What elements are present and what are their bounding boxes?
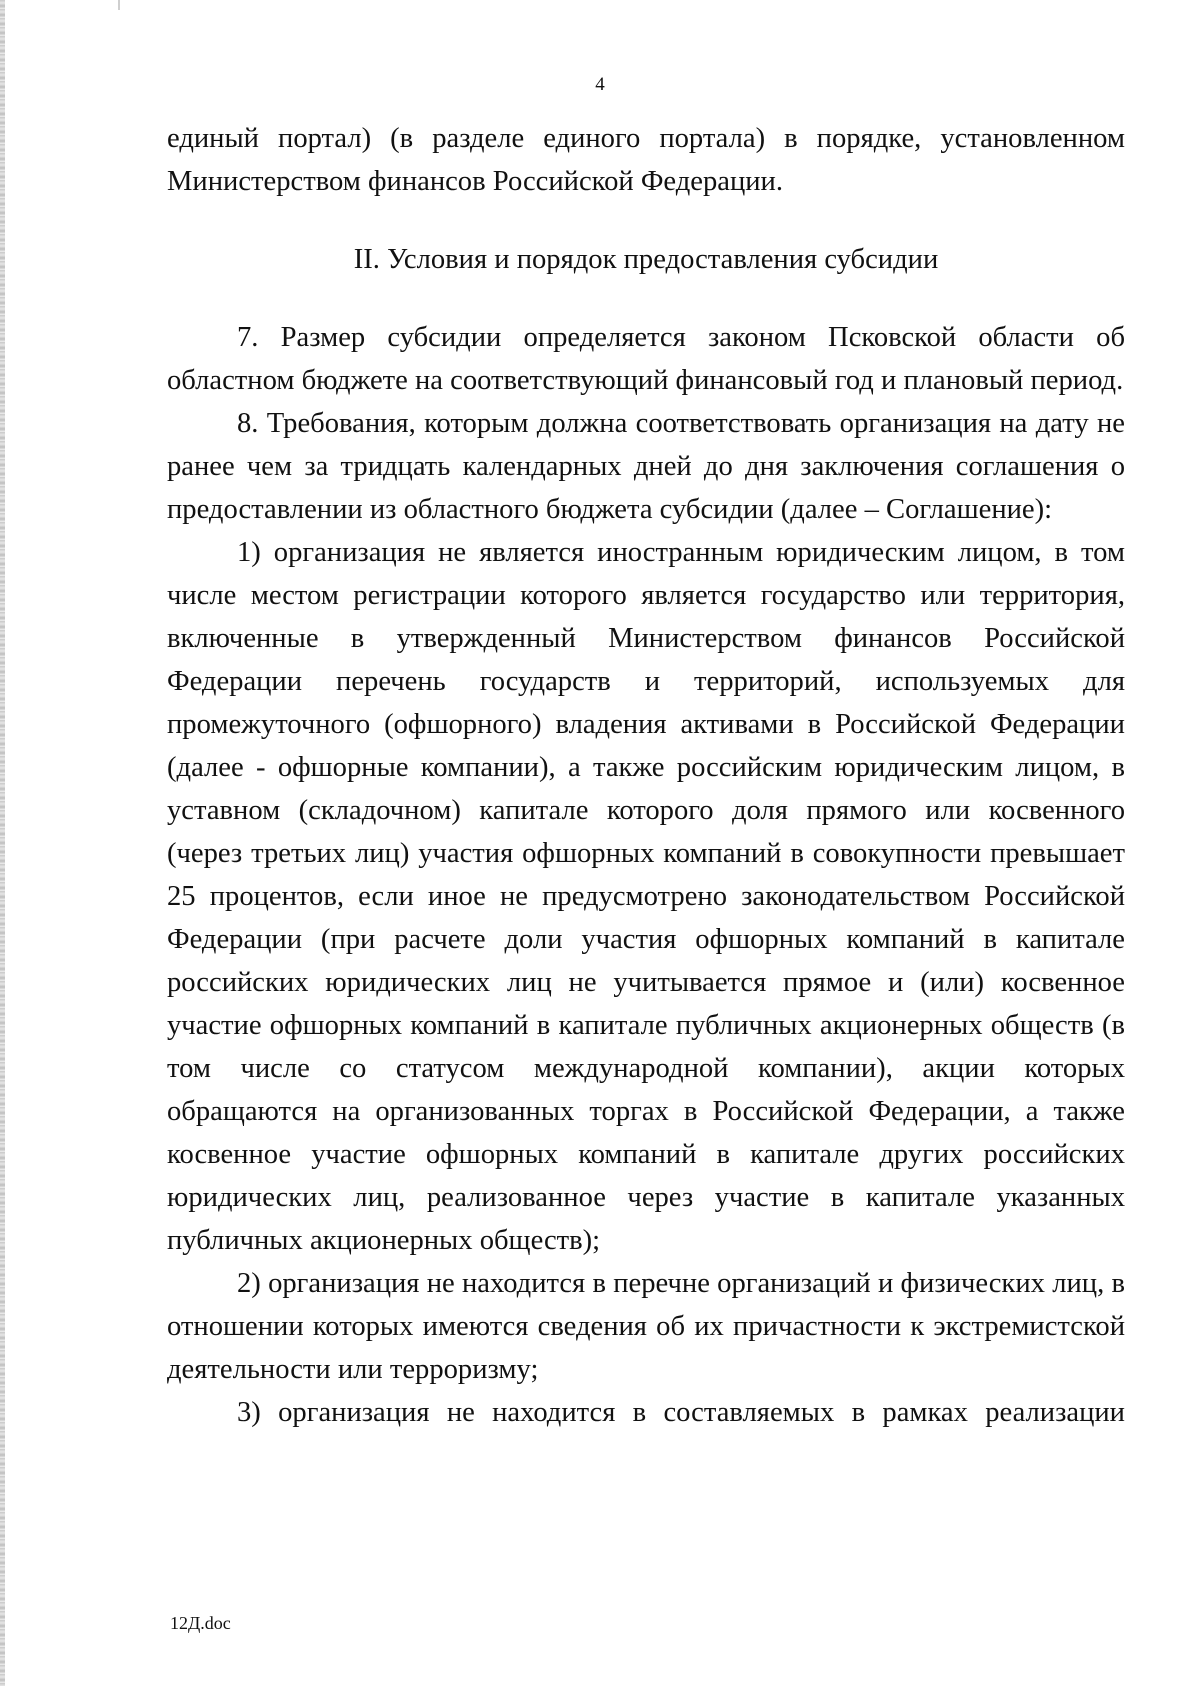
page-number: 4	[595, 74, 605, 95]
paragraph-continuation: единый портал) (в разделе единого портала) в порядке, установленном Министерством финансов Российской Федерации.	[167, 123, 1125, 197]
paragraph-8-item-1: 1) организация не является иностранным юридическим лицом, в том числе местом регистрации которого является государство или территория, включенные в утвержденный Министерством финансов Российской Федерации перечень государств и территорий, используемых для промежуточного (офшорного) владения активами в Российской Федерации (далее - офшорные компании), а также российским юридическим лицом, в уставном (складочном) капитале которого доля прямого или косвенного (через третьих лиц) участия офшорных компаний в совокупности превышает 25 процентов, если иное не предусмотрено законодательством Российской Федерации (при расчете доли участия офшорных компаний в капитале российских юридических лиц не учитывается прямое и (или) косвенное участие офшорных компаний в капитале публичных акционерных обществ (в том числе со статусом международной компании), акции которых обращаются на организованных торгах в Российской Федерации, а также косвенное участие офшорных компаний в капитале других российских юридических лиц, реализованное через участие в капитале указанных публичных акционерных обществ);	[167, 537, 1125, 1256]
paragraph-8-item-3: 3) организация не находится в составляемых в рамках реализации	[237, 1397, 1125, 1428]
document-body	[167, 117, 1125, 1434]
scan-edge	[0, 0, 5, 1686]
section-heading: II. Условия и порядок предоставления субсидии	[353, 244, 939, 275]
paragraph-8-item-2: 2) организация не находится в перечне организаций и физических лиц, в отношении которых имеются сведения об их причастности к экстремистской деятельности или терроризму;	[167, 1268, 1125, 1385]
footer-filename: 12Д.doc	[170, 1613, 231, 1633]
paragraph-7: 7. Размер субсидии определяется законом Псковской области об областном бюджете на соответствующий финансовый год и плановый период.	[167, 322, 1125, 396]
scan-mark	[118, 0, 120, 10]
paragraph-8: 8. Требования, которым должна соответствовать организация на дату не ранее чем за тридцать календарных дней до дня заключения соглашения о предоставлении из областного бюджета субсидии (далее – Соглашение):	[167, 408, 1125, 525]
